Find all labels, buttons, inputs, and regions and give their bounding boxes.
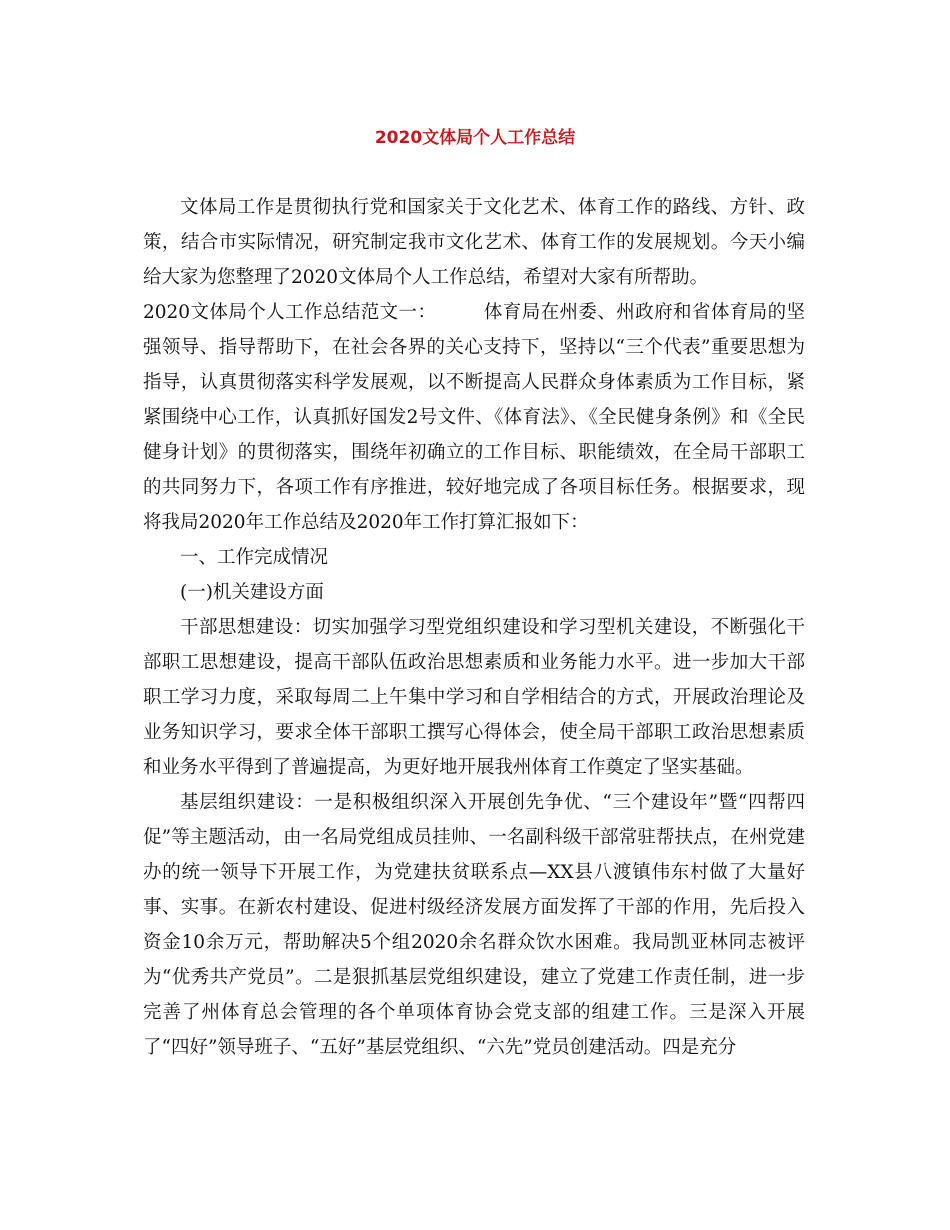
document-body (143, 190, 805, 1065)
document-title: 2020文体局个人工作总结 (374, 128, 576, 148)
section-heading: 一、工作完成情况 (180, 547, 329, 568)
paragraph-sample-one: 2020文体局个人工作总结范文一： 体育局在州委、州政府和省体育局的坚强领导、指导帮助下，在社会各界的关心支持下，坚持以“三个代表”重要思想为指导，认真贯彻落实科学发展观，以不断提高人民群众身体素质为工作目标，紧紧围绕中心工作，认真抓好国发2号文件、《体育法》、《全民健身条例》和《全民健身计划》的贯彻落实，围绕年初确立的工作目标、职能绩效，在全局干部职工的共同努力下，各项工作有序推进，较好地完成了各项目标任务。根据要求，现将我局2020年工作总结及2020年工作打算汇报如下： (143, 302, 805, 533)
paragraph-cadre-ideology: 干部思想建设：切实加强学习型党组织建设和学习型机关建设，不断强化干部职工思想建设，提高干部队伍政治思想素质和业务能力水平。进一步加大干部职工学习力度，采取每周二上午集中学习和自学相结合的方式，开展政治理论及业务知识学习，要求全体干部职工撰写心得体会，使全局干部职工政治思想素质和业务水平得到了普遍提高，为更好地开展我州体育工作奠定了坚实基础。 (143, 617, 805, 778)
subsection-heading: (一)机关建设方面 (180, 582, 324, 603)
paragraph-grassroots: 基层组织建设：一是积极组织深入开展创先争优、“三个建设年”暨“四帮四促”等主题活动，由一名局党组成员挂帅、一名副科级干部常驻帮扶点，在州党建办的统一领导下开展工作，为党建扶贫联系点—XX县八渡镇伟东村做了大量好事、实事。在新农村建设、促进村级经济发展方面发挥了干部的作用，先后投入资金10余万元，帮助解决5个组2020余名群众饮水困难。我局凯亚林同志被评为“优秀共产党员”。二是狠抓基层党组织建设，建立了党建工作责任制，进一步完善了州体育总会管理的各个单项体育协会党支部的组建工作。三是深入开展了“四好”领导班子、“五好”基层党组织、“六先”党员创建活动。四是充分 (143, 792, 805, 1058)
paragraph-intro: 文体局工作是贯彻执行党和国家关于文化艺术、体育工作的路线、方针、政策，结合市实际情况，研究制定我市文化艺术、体育工作的发展规划。今天小编给大家为您整理了2020文体局个人工作总结，希望对大家有所帮助。 (143, 197, 805, 288)
